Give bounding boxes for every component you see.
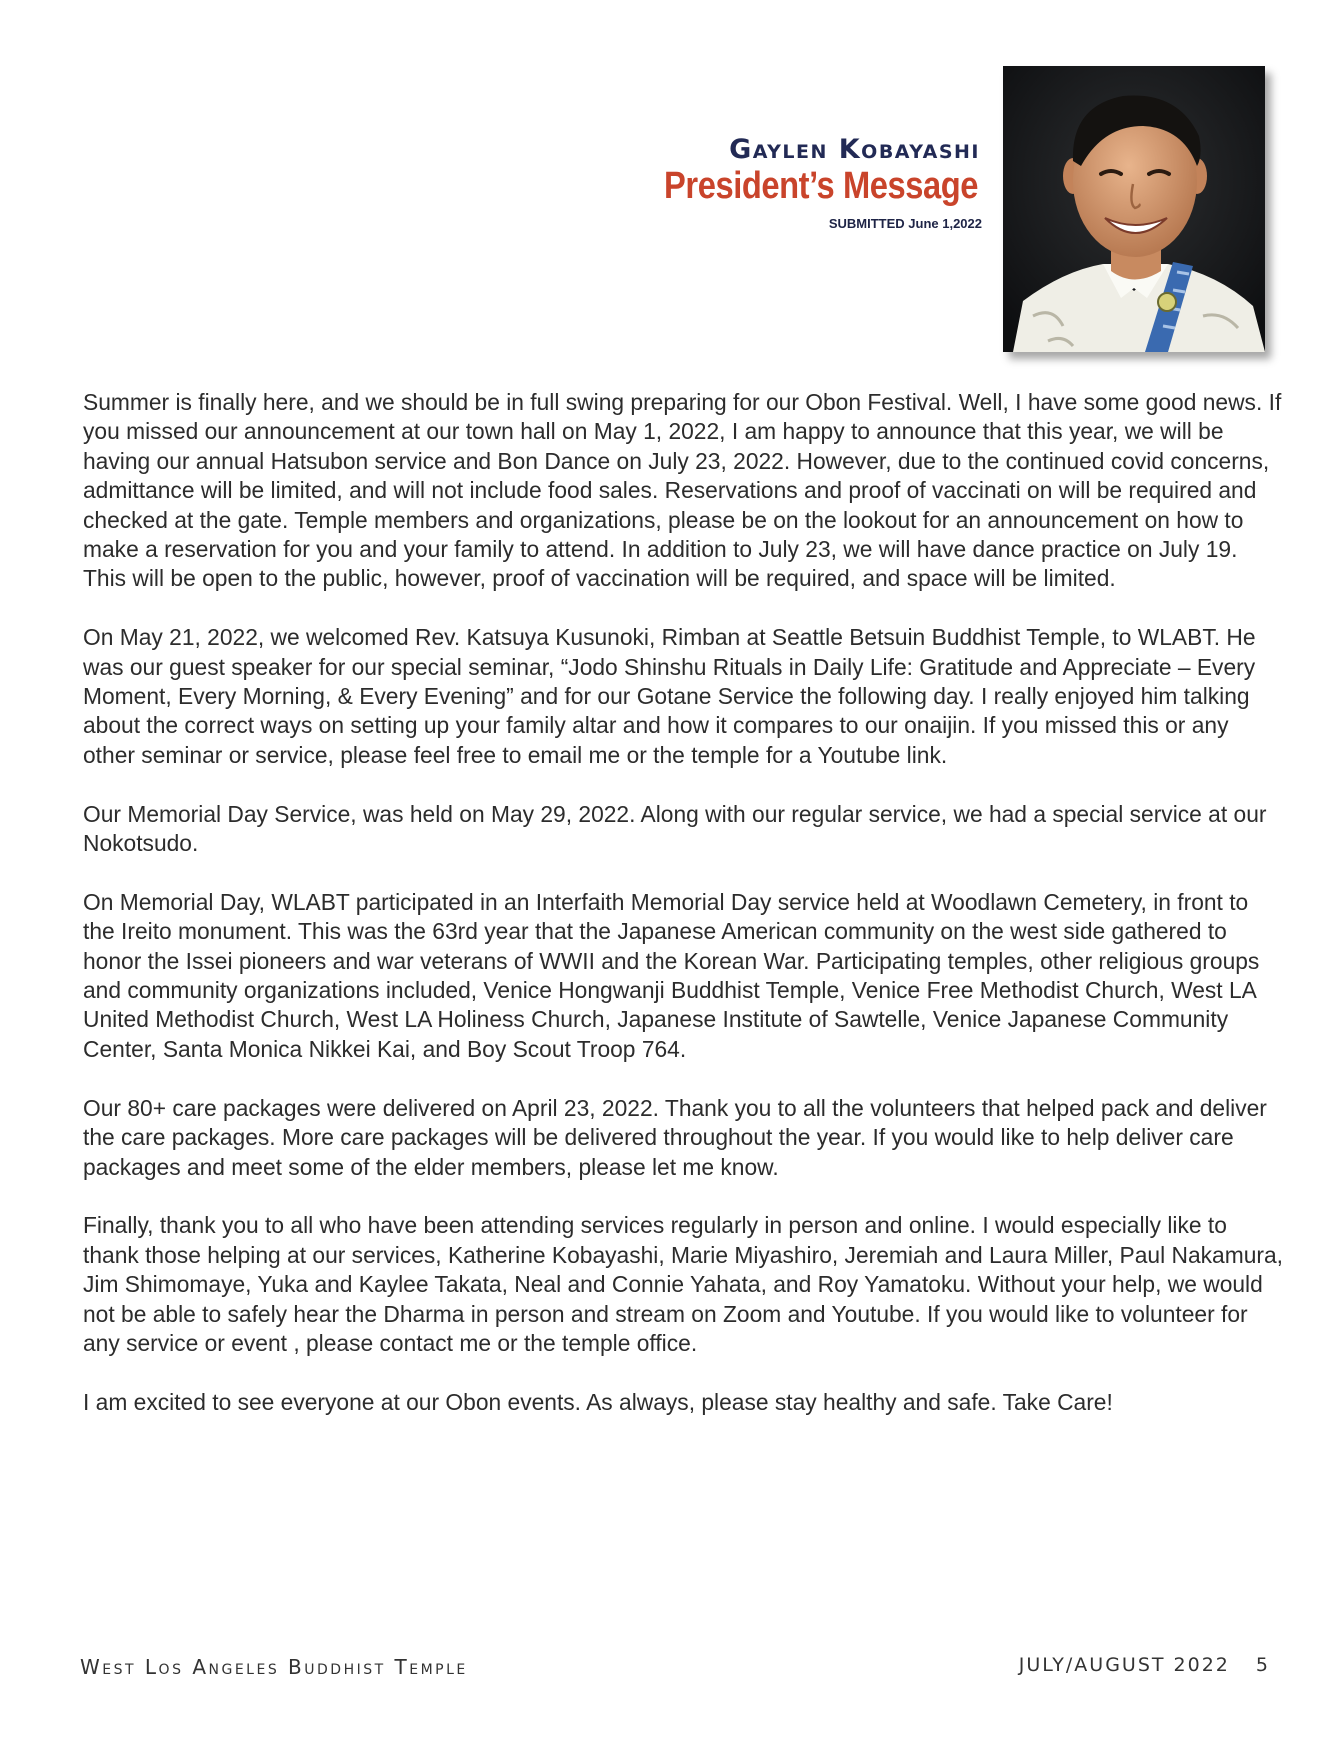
paragraph: Our 80+ care packages were delivered on April 23, 2022. Thank you to all the volunteers that helped pack and deliver the care packages. More care packages will be delivered throughout the year. If you would like to help deliver care packages and meet some of the elder members, please let me know.	[83, 1094, 1267, 1180]
paragraph: Finally, thank you to all who have been attending services regularly in person and online. I would especially like to thank those helping at our services, Katherine Kobayashi, Marie Miyashiro, Jeremiah and Laura Miller, Paul Nakamura, Jim Shimomaye, Yuka and Kaylee Takata, Neal and Connie Yahata, and Roy Yamatoku. Without your help, we would not be able to safely hear the Dharma in person and stream on Zoom and Youtube. If you would like to volunteer for any service or event , please contact me or the temple office.	[83, 1212, 1283, 1356]
paragraph: Our Memorial Day Service, was held on May 29, 2022. Along with our regular service, we had a special service at our Nokotsudo.	[83, 800, 1267, 857]
submitted-date: SUBMITTED June 1,2022	[828, 216, 982, 231]
paragraph: On Memorial Day, WLABT participated in an Interfaith Memorial Day service held at Woodlawn Cemetery, in front to the Ireito monument. This was the 63rd year that the Japanese American community on the west side gathered to honor the Issei pioneers and war veterans of WWII and the Korean War. Participating temples, other religious groups and community organizations included, Venice Hongwanji Buddhist Temple, Venice Free Methodist Church, West LA United Methodist Church, West LA Holiness Church, Japanese Institute of Sawtelle, Venice Japanese Community Center, Santa Monica Nikkei Kai, and Boy Scout Troop 764.	[83, 888, 1260, 1062]
paragraph: On May 21, 2022, we welcomed Rev. Katsuya Kusunoki, Rimban at Seattle Betsuin Buddhist Temple, to WLABT. He was our guest speaker for our special seminar, “Jodo Shinshu Rituals in Daily Life: Gratitude and Appreciate – Every Moment, Every Morning, & Every Evening” and for our Gotane Service the following day. I really enjoyed him talking about the correct ways on setting up your family altar and how it compares to our onaijin. If you missed this or any other seminar or service, please feel free to email me or the temple for a Youtube link.	[83, 624, 1256, 768]
author-name: Gaylen Kobayashi	[729, 134, 980, 165]
page-number: 5	[1255, 1654, 1270, 1676]
article-header	[378, 134, 982, 231]
footer-issue-info	[1019, 1654, 1270, 1676]
paragraph: Summer is finally here, and we should be in full swing preparing for our Obon Festival. Well, I have some good news. If you missed our announcement at our town hall on May 1, 2022, I am happy to announce that this year, we will be having our annual Hatsubon service and Bon Dance on July 23, 2022. However, due to the continued covid concerns, admittance will be limited, and will not include food sales. Reservations and proof of vaccinati on will be required and checked at the gate. Temple members and organizations, please be on the lookout for an announcement on how to make a reservation for you and your family to attend. In addition to July 23, we will have dance practice on July 19. This will be open to the public, however, proof of vaccination will be required, and space will be limited.	[83, 389, 1282, 592]
paragraph: I am excited to see everyone at our Obon events. As always, please stay healthy and safe. Take Care!	[83, 1388, 1113, 1415]
footer-publication: West Los Angeles Buddhist Temple	[80, 1655, 468, 1679]
article-title: President’s Message	[664, 165, 978, 207]
article-body	[83, 388, 1283, 1447]
portrait-icon	[1003, 66, 1265, 352]
footer-issue: JULY/AUGUST 2022	[1018, 1654, 1230, 1676]
portrait-photo	[1003, 66, 1265, 352]
